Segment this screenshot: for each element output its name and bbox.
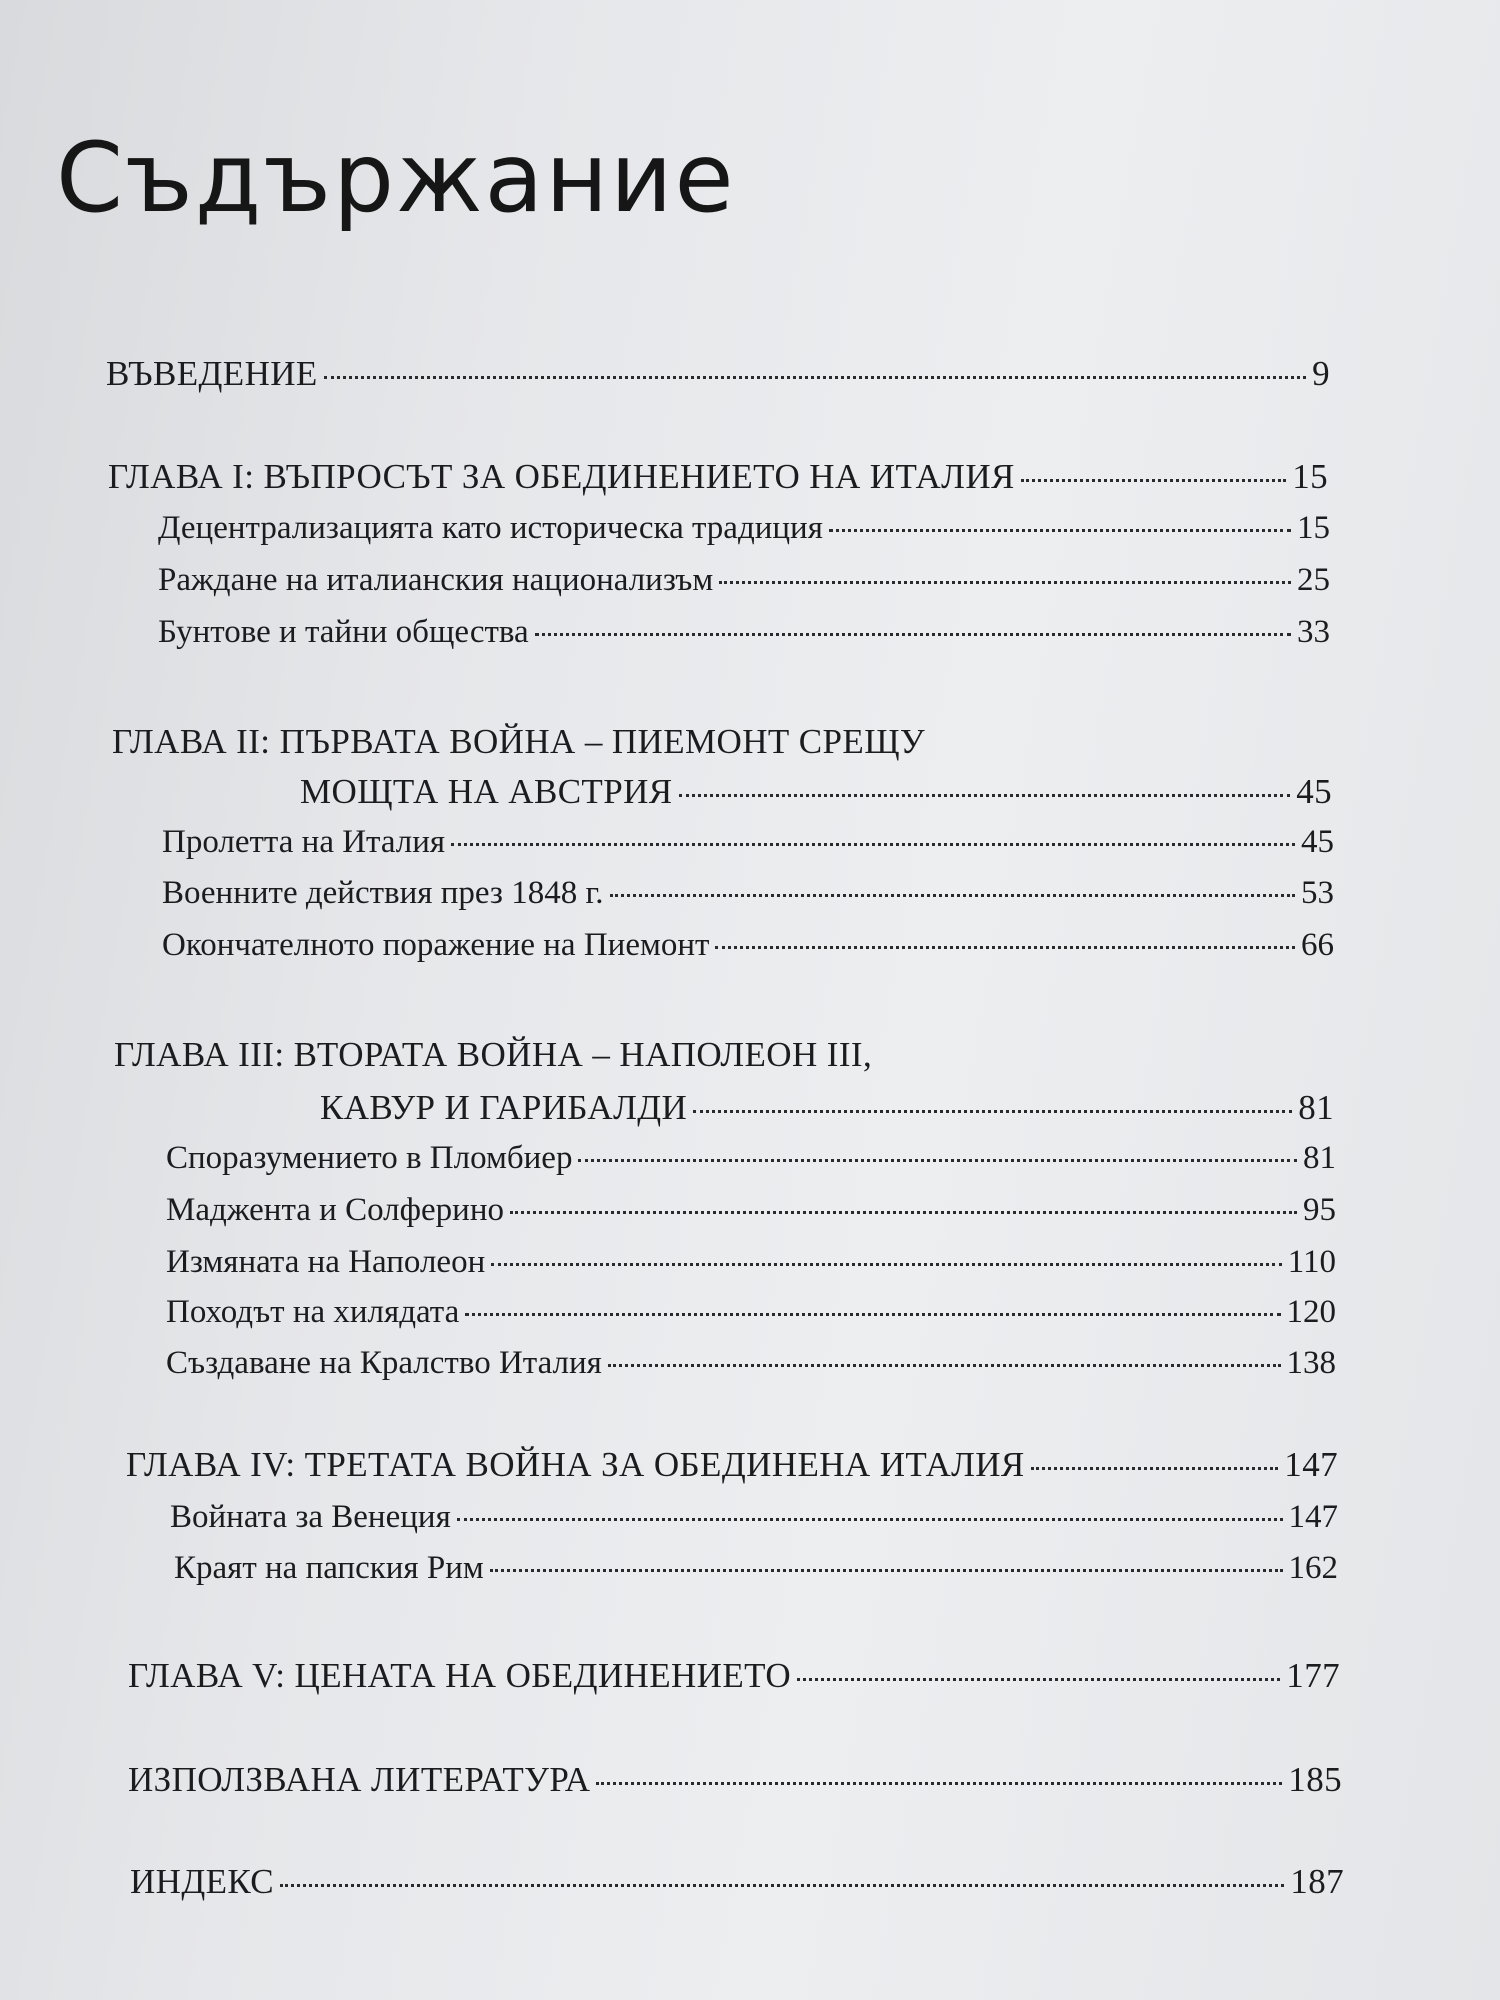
toc-entry-page: 9 [1312, 354, 1330, 393]
toc-entry-section [158, 508, 1330, 548]
toc-entry-section [174, 1548, 1338, 1588]
toc-entry-section [158, 560, 1330, 600]
dot-leader [280, 1884, 1284, 1887]
toc-entry-bibliography [128, 1760, 1342, 1800]
toc-entry-page: 185 [1288, 1760, 1342, 1799]
toc-entry-page: 81 [1303, 1140, 1336, 1176]
toc-entry-label: Войната за Венеция [170, 1499, 451, 1535]
toc-entry-page: 120 [1286, 1294, 1336, 1330]
toc-entry-page: 147 [1288, 1499, 1338, 1535]
toc-entry-page: 15 [1292, 457, 1328, 496]
dot-leader [596, 1782, 1282, 1785]
toc-entry-page: 25 [1297, 562, 1330, 598]
toc-entry-chapter-3 [320, 1088, 1334, 1128]
toc-entry-section [158, 612, 1330, 652]
toc-entry-label: Бунтове и тайни общества [158, 614, 529, 650]
dot-leader [693, 1110, 1292, 1113]
toc-entry-label: КАВУР И ГАРИБАЛДИ [320, 1088, 688, 1127]
toc-entry-page: 147 [1284, 1445, 1338, 1484]
toc-entry-label: Децентрализацията като историческа традиция [158, 510, 823, 546]
toc-entry-page: 15 [1297, 510, 1330, 546]
toc-entry-chapter-5 [128, 1656, 1340, 1696]
toc-entry-label: МОЩТА НА АВСТРИЯ [300, 772, 673, 811]
toc-entry-label: ГЛАВА I: ВЪПРОСЪТ ЗА ОБЕДИНЕНИЕТО НА ИТАЛИЯ [108, 457, 1015, 496]
toc-entry-label: Пролетта на Италия [162, 824, 446, 860]
toc-entry-page: 187 [1290, 1862, 1344, 1901]
toc-entry-section [170, 1497, 1338, 1537]
toc-entry-label: ИЗПОЛЗВАНА ЛИТЕРАТУРА [128, 1760, 591, 1799]
toc-entry-page: 66 [1301, 927, 1334, 963]
toc-entry-label: Раждане на италианския национализъм [158, 562, 714, 598]
toc-entry-section [166, 1138, 1336, 1178]
toc-entry-chapter-2 [300, 772, 1332, 812]
toc-entry-page: 53 [1301, 875, 1334, 911]
toc-entry-introduction [106, 354, 1330, 394]
toc-entry-label: ВЪВЕДЕНИЕ [106, 354, 318, 393]
toc-entry-index [130, 1862, 1344, 1902]
toc-entry-label: ИНДЕКС [130, 1862, 275, 1901]
toc-entry-page: 95 [1303, 1192, 1336, 1228]
toc-entry-section [166, 1292, 1336, 1332]
toc-entry-section [162, 925, 1334, 965]
dot-leader [679, 794, 1291, 797]
toc-entry-chapter-2-title: ГЛАВА II: ПЪРВАТА ВОЙНА – ПИЕМОНТ СРЕЩУ [112, 722, 926, 761]
dot-leader [324, 376, 1306, 379]
toc-entry-page: 162 [1288, 1550, 1338, 1586]
toc-entry-label: Измяната на Наполеон [166, 1244, 486, 1280]
toc-entry-page: 177 [1286, 1656, 1340, 1695]
toc-entry-page: 33 [1297, 614, 1330, 650]
toc-entry-section [166, 1190, 1336, 1230]
toc-entry-label: ГЛАВА IV: ТРЕТАТА ВОЙНА ЗА ОБЕДИНЕНА ИТАЛИЯ [126, 1445, 1025, 1484]
toc-entry-label: Краят на папския Рим [174, 1550, 484, 1586]
dot-leader [829, 529, 1291, 532]
toc-entry-section [162, 822, 1334, 862]
dot-leader [1021, 479, 1286, 482]
dot-leader [1031, 1467, 1279, 1470]
toc-entry-page: 138 [1286, 1345, 1336, 1381]
dot-leader [578, 1159, 1297, 1162]
toc-entry-label: Споразумението в Пломбиер [166, 1140, 573, 1176]
dot-leader [457, 1518, 1283, 1521]
toc-entry-section [166, 1242, 1336, 1282]
toc-entry-label: ГЛАВА V: ЦЕНАТА НА ОБЕДИНЕНИЕТО [128, 1656, 792, 1695]
toc-entry-label: Окончателното поражение на Пиемонт [162, 927, 710, 963]
toc-entry-label: Военните действия през 1848 г. [162, 875, 604, 911]
dot-leader [608, 1364, 1281, 1367]
toc-entry-chapter-1 [108, 457, 1328, 497]
dot-leader [535, 633, 1291, 636]
dot-leader [610, 894, 1295, 897]
toc-entry-page: 110 [1287, 1244, 1336, 1280]
toc-entry-page: 45 [1296, 772, 1332, 811]
toc-entry-label: Походът на хилядата [166, 1294, 460, 1330]
toc-entry-label: Маджента и Солферино [166, 1192, 504, 1228]
dot-leader [510, 1211, 1297, 1214]
page-title: Съдържание [56, 122, 736, 234]
dot-leader [797, 1678, 1280, 1681]
toc-entry-page: 45 [1301, 824, 1334, 860]
toc-entry-section [166, 1343, 1336, 1383]
dot-leader [491, 1263, 1281, 1266]
dot-leader [719, 581, 1291, 584]
toc-entry-chapter-4 [126, 1445, 1338, 1485]
dot-leader [451, 843, 1295, 846]
dot-leader [465, 1313, 1280, 1316]
toc-entry-section [162, 873, 1334, 913]
dot-leader [490, 1569, 1283, 1572]
toc-entry-page: 81 [1298, 1088, 1334, 1127]
dot-leader [715, 946, 1295, 949]
toc-entry-label: Създаване на Кралство Италия [166, 1345, 602, 1381]
toc-entry-chapter-3-title: ГЛАВА III: ВТОРАТА ВОЙНА – НАПОЛЕОН III, [114, 1035, 873, 1074]
